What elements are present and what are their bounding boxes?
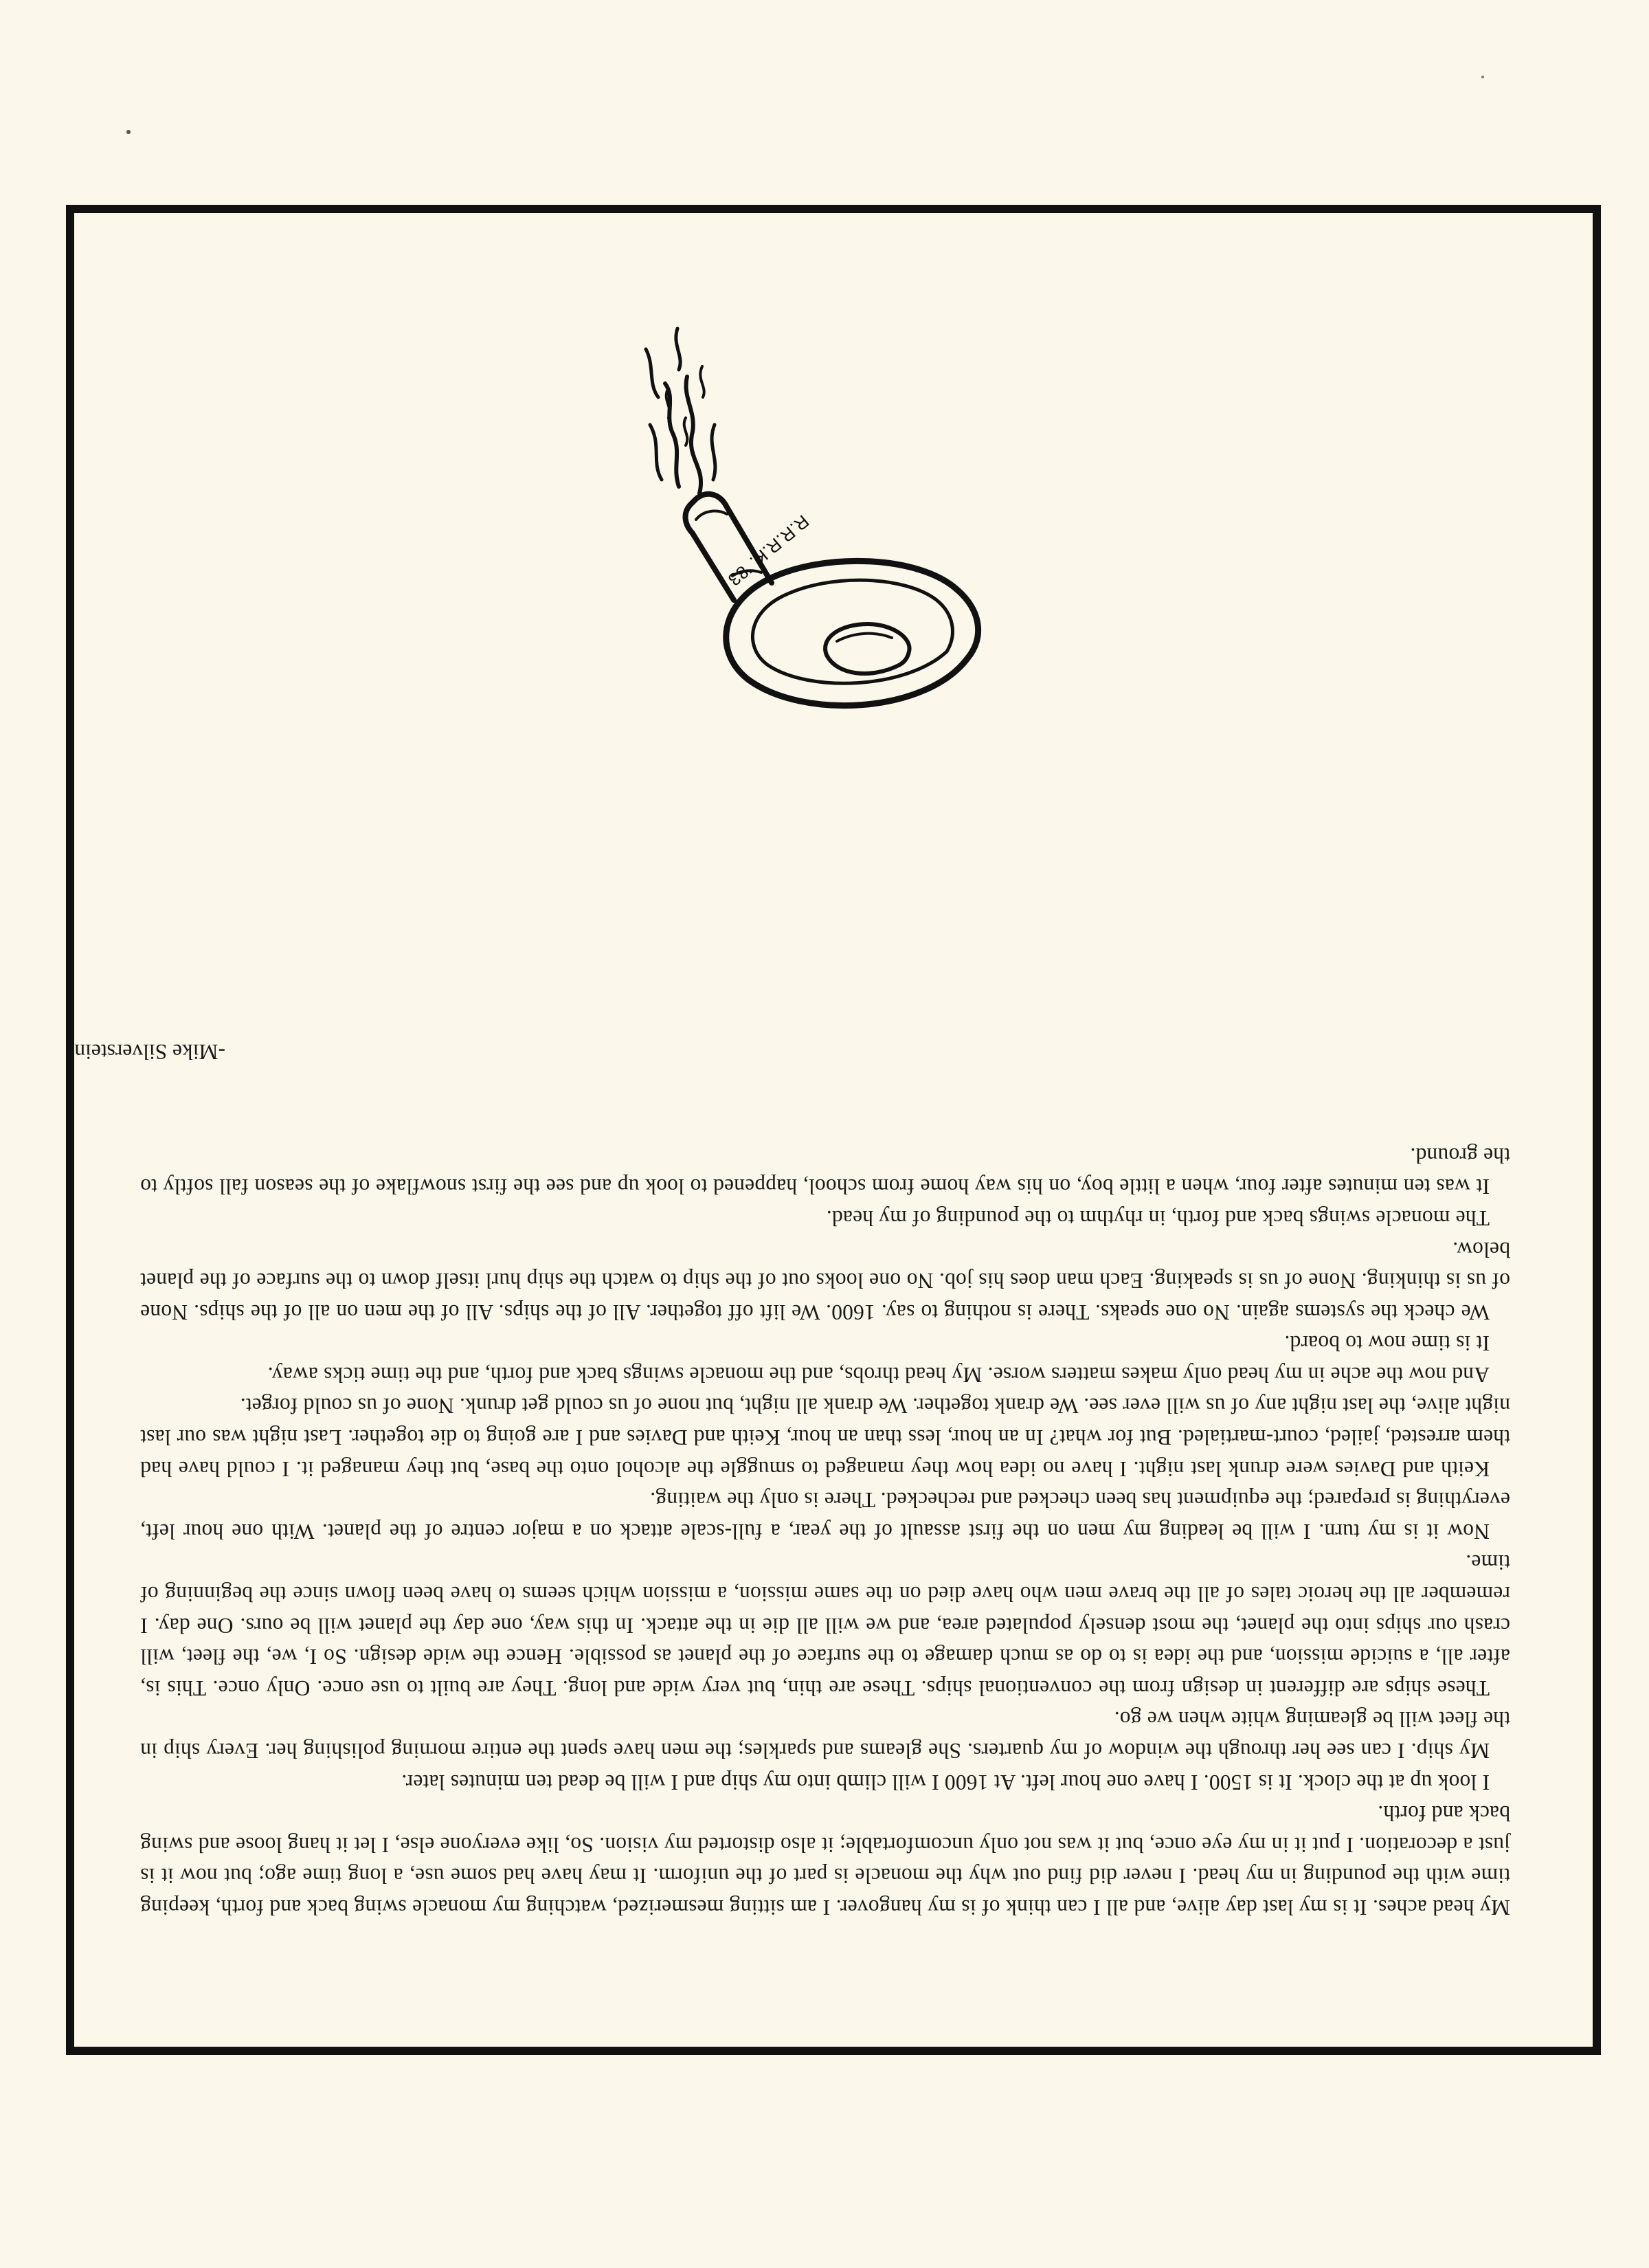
paragraph-8: It is time now to board. [1284, 1331, 1490, 1356]
page-border [66, 205, 1601, 2055]
story-text [140, 1139, 1510, 1923]
paragraph-9: We check the systems again. No one speaks. There is nothing to say. 1600. We lift off together. All of the ships. All of the men on all of the ships. None of us is thinking. None of us is speaking. Each man does his job. No one looks out of the ship to watch the ship hurl itself down to the surface of the planet below. [140, 1237, 1510, 1324]
paragraph-6: Keith and Davies were drunk last night. I have no idea how they managed to smuggle the alcohol onto the base, but they managed it. I could have had them arrested, jailed, court-martialed. But for what? In an hour, less than an hour, Keith and Davies and I are going to die together. Last night was our last night alive, the last night any of us will ever see. We drank together. We drank all night, but none of us could get drunk. None of us could forget. [140, 1394, 1510, 1481]
paragraph-1: My head aches. It is my last day alive, and all I can think of is my hangover. I am sitting mesmerized, watching my monacle swing back and forth, keeping time with the pounding in my head. I never did find out why the monacle is part of the uniform. It may have had some use, a long time ago; but now it is just a decoration. I put it in my eye once, but it was not only uncomfortable; it also distorted my vision. So, like everyone else, I let it hang loose and swing back and forth. [140, 1801, 1510, 1920]
paper-speck [126, 130, 131, 134]
paragraph-5: Now it is my turn. I will be leading my men on the first assault of the year, a full-scale attack on a major centre of the planet. With one hour left, everything is prepared; the equipment has been checked and rechecked. There is only the waiting. [140, 1488, 1510, 1544]
paragraph-7: And now the ache in my head only makes matters worse. My head throbs, and the monacle swings back and forth, and the time ticks away. [267, 1362, 1490, 1387]
frying-pan-illustration [596, 287, 1009, 741]
pan-rim-inner-icon [752, 580, 952, 683]
flame-icon [686, 377, 701, 493]
artist-mark: R.R.R.K. '83 [724, 511, 814, 590]
paragraph-2: I look up at the clock. It is 1500. I have one hour left. At 1600 I will climb into my ship and I will be dead ten minutes later. [401, 1770, 1490, 1794]
paragraph-3: My ship. I can see her through the window of my quarters. She gleams and sparkles; the men have spent the entire morning polishing her. Every ship in the fleet will be gleaming white when we go. [140, 1707, 1510, 1764]
paragraph-10: The monacle swings back and forth, in rhythm to the pounding of my head. [826, 1205, 1490, 1230]
author-signature: -Mike Silverstein [74, 1040, 225, 1064]
paragraph-4: These ships are different in design from the conventional ships. These are thin, but very wide and long. They are built to use once. Only once. This is, after all, a suicide mission, and the idea is to do as much damage to the surface of the planet as possible. Hence the wide design. So I, we, the fleet, will crash our ships into the planet, the most densely populated area, and we will all die in the attack. In this way, one day the planet will be ours. One day. I remember all the heroic tales of all the brave men who have died on the same mission, a mission which seems to have been flown since the beginning of time. [140, 1550, 1510, 1700]
paper-speck [1481, 76, 1484, 78]
egg-yolk-icon [825, 624, 909, 674]
paragraph-11: It was ten minutes after four, when a little boy, on his way home from school, happened to look up and see the first snowflake of the season fall softly to the ground. [140, 1143, 1510, 1199]
